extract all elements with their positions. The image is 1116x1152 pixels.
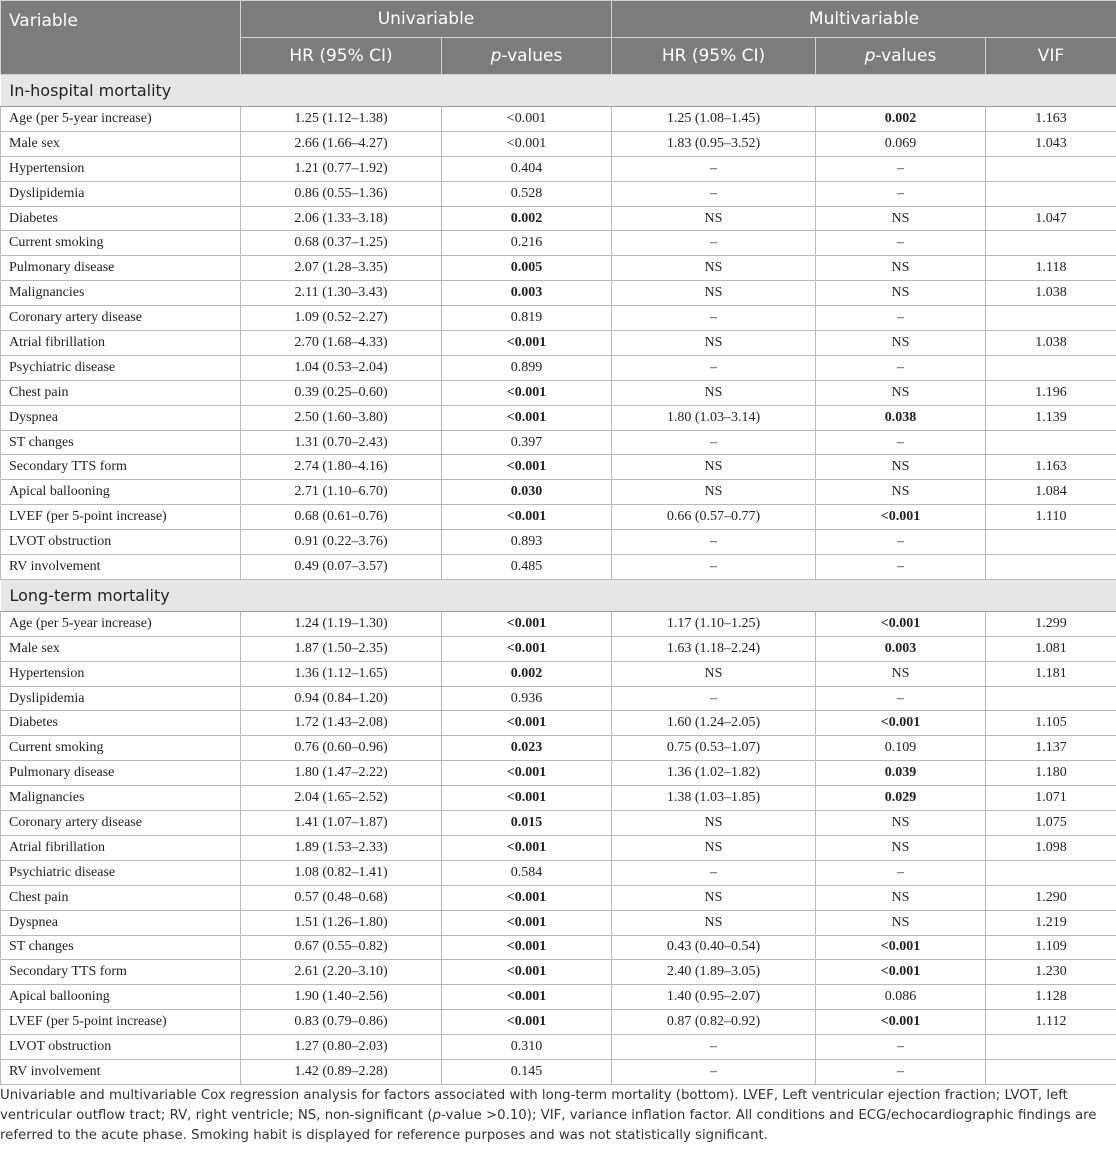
cell-multivariable-hr: NS bbox=[612, 331, 816, 356]
cell-multivariable-p: <0.001 bbox=[816, 711, 986, 736]
cell-vif: 1.075 bbox=[986, 811, 1116, 836]
cell-multivariable-p: <0.001 bbox=[816, 935, 986, 960]
cell-multivariable-hr: 1.80 (1.03–3.14) bbox=[612, 405, 816, 430]
table-footnote bbox=[0, 1086, 1116, 1146]
cell-multivariable-p: NS bbox=[816, 331, 986, 356]
cell-multivariable-hr: NS bbox=[612, 910, 816, 935]
cell-variable: ST changes bbox=[1, 935, 241, 960]
cell-univariable-p: 0.485 bbox=[442, 555, 612, 580]
cell-variable: Hypertension bbox=[1, 156, 241, 181]
cell-multivariable-hr: 2.40 (1.89–3.05) bbox=[612, 960, 816, 985]
cell-univariable-p: <0.001 bbox=[442, 885, 612, 910]
cell-univariable-hr: 0.94 (0.84–1.20) bbox=[241, 686, 442, 711]
cell-univariable-hr: 2.50 (1.60–3.80) bbox=[241, 405, 442, 430]
cell-univariable-hr: 0.68 (0.37–1.25) bbox=[241, 231, 442, 256]
cell-multivariable-hr: 1.63 (1.18–2.24) bbox=[612, 636, 816, 661]
cell-variable: Chest pain bbox=[1, 885, 241, 910]
cell-multivariable-p: 0.002 bbox=[816, 107, 986, 132]
cell-multivariable-hr: – bbox=[612, 1059, 816, 1084]
p-suffix: -values bbox=[501, 46, 563, 66]
cell-variable: RV involvement bbox=[1, 555, 241, 580]
cell-multivariable-p: – bbox=[816, 156, 986, 181]
cell-vif: 1.299 bbox=[986, 611, 1116, 636]
cell-variable: Apical ballooning bbox=[1, 480, 241, 505]
table-row bbox=[1, 636, 1116, 661]
cell-multivariable-hr: 1.83 (0.95–3.52) bbox=[612, 131, 816, 156]
cell-variable: Age (per 5-year increase) bbox=[1, 611, 241, 636]
header-univariable-p bbox=[442, 38, 612, 75]
table-row bbox=[1, 736, 1116, 761]
cell-variable: RV involvement bbox=[1, 1059, 241, 1084]
cell-univariable-hr: 1.41 (1.07–1.87) bbox=[241, 811, 442, 836]
cell-multivariable-p: – bbox=[816, 530, 986, 555]
table-row bbox=[1, 811, 1116, 836]
cell-univariable-p: <0.001 bbox=[442, 131, 612, 156]
cell-univariable-p: 0.899 bbox=[442, 355, 612, 380]
cell-univariable-p: <0.001 bbox=[442, 107, 612, 132]
cell-vif bbox=[986, 181, 1116, 206]
cell-univariable-p: 0.216 bbox=[442, 231, 612, 256]
cell-univariable-hr: 1.09 (0.52–2.27) bbox=[241, 306, 442, 331]
cell-variable: Apical ballooning bbox=[1, 985, 241, 1010]
cell-multivariable-p: – bbox=[816, 1059, 986, 1084]
cell-variable: Secondary TTS form bbox=[1, 455, 241, 480]
cell-vif bbox=[986, 430, 1116, 455]
cell-univariable-hr: 2.71 (1.10–6.70) bbox=[241, 480, 442, 505]
cell-vif bbox=[986, 231, 1116, 256]
cell-multivariable-hr: – bbox=[612, 686, 816, 711]
cell-variable: Pulmonary disease bbox=[1, 761, 241, 786]
cell-multivariable-hr: NS bbox=[612, 661, 816, 686]
section-header bbox=[1, 75, 1116, 107]
cell-univariable-p: 0.030 bbox=[442, 480, 612, 505]
cell-variable: Atrial fibrillation bbox=[1, 331, 241, 356]
cell-univariable-hr: 1.87 (1.50–2.35) bbox=[241, 636, 442, 661]
cell-multivariable-p: <0.001 bbox=[816, 611, 986, 636]
table-row bbox=[1, 405, 1116, 430]
cell-univariable-hr: 0.57 (0.48–0.68) bbox=[241, 885, 442, 910]
cell-multivariable-hr: – bbox=[612, 231, 816, 256]
cell-univariable-p: <0.001 bbox=[442, 786, 612, 811]
cell-multivariable-hr: – bbox=[612, 530, 816, 555]
table-row bbox=[1, 860, 1116, 885]
cell-univariable-hr: 1.25 (1.12–1.38) bbox=[241, 107, 442, 132]
cell-univariable-p: <0.001 bbox=[442, 1010, 612, 1035]
cell-univariable-hr: 1.04 (0.53–2.04) bbox=[241, 355, 442, 380]
cell-vif: 1.118 bbox=[986, 256, 1116, 281]
cell-multivariable-hr: 1.17 (1.10–1.25) bbox=[612, 611, 816, 636]
cell-vif: 1.071 bbox=[986, 786, 1116, 811]
cell-multivariable-hr: – bbox=[612, 860, 816, 885]
cell-multivariable-p: – bbox=[816, 181, 986, 206]
cell-multivariable-p: 0.029 bbox=[816, 786, 986, 811]
cell-univariable-p: 0.528 bbox=[442, 181, 612, 206]
cell-univariable-p: 0.397 bbox=[442, 430, 612, 455]
cell-univariable-hr: 2.11 (1.30–3.43) bbox=[241, 281, 442, 306]
cell-univariable-hr: 1.21 (0.77–1.92) bbox=[241, 156, 442, 181]
cell-univariable-hr: 1.36 (1.12–1.65) bbox=[241, 661, 442, 686]
table-row bbox=[1, 1010, 1116, 1035]
cell-vif bbox=[986, 156, 1116, 181]
cell-univariable-p: 0.584 bbox=[442, 860, 612, 885]
cell-univariable-hr: 1.27 (0.80–2.03) bbox=[241, 1035, 442, 1060]
cell-variable: Male sex bbox=[1, 636, 241, 661]
p-italic: p bbox=[864, 46, 876, 66]
table-row bbox=[1, 380, 1116, 405]
cell-multivariable-p: <0.001 bbox=[816, 960, 986, 985]
table-row bbox=[1, 256, 1116, 281]
cell-vif: 1.110 bbox=[986, 505, 1116, 530]
cell-univariable-p: <0.001 bbox=[442, 611, 612, 636]
header-multivariable-p bbox=[816, 38, 986, 75]
cell-multivariable-hr: 0.66 (0.57–0.77) bbox=[612, 505, 816, 530]
cell-univariable-hr: 1.80 (1.47–2.22) bbox=[241, 761, 442, 786]
cell-variable: Age (per 5-year increase) bbox=[1, 107, 241, 132]
cell-multivariable-p: NS bbox=[816, 206, 986, 231]
table-row bbox=[1, 181, 1116, 206]
cell-univariable-p: 0.005 bbox=[442, 256, 612, 281]
cell-multivariable-p: 0.109 bbox=[816, 736, 986, 761]
cell-univariable-p: 0.819 bbox=[442, 306, 612, 331]
cell-vif: 1.038 bbox=[986, 331, 1116, 356]
cell-multivariable-hr: – bbox=[612, 306, 816, 331]
cell-univariable-hr: 2.04 (1.65–2.52) bbox=[241, 786, 442, 811]
cell-univariable-hr: 0.83 (0.79–0.86) bbox=[241, 1010, 442, 1035]
table-row bbox=[1, 611, 1116, 636]
header-vif: VIF bbox=[986, 38, 1116, 75]
cell-vif: 1.137 bbox=[986, 736, 1116, 761]
cell-multivariable-p: NS bbox=[816, 910, 986, 935]
cell-univariable-p: 0.145 bbox=[442, 1059, 612, 1084]
cell-vif: 1.196 bbox=[986, 380, 1116, 405]
cell-univariable-hr: 1.42 (0.89–2.28) bbox=[241, 1059, 442, 1084]
cell-multivariable-hr: – bbox=[612, 355, 816, 380]
cell-multivariable-hr: – bbox=[612, 555, 816, 580]
cell-variable: Psychiatric disease bbox=[1, 860, 241, 885]
cell-vif: 1.038 bbox=[986, 281, 1116, 306]
cell-vif: 1.043 bbox=[986, 131, 1116, 156]
table-row bbox=[1, 985, 1116, 1010]
cell-vif: 1.098 bbox=[986, 835, 1116, 860]
cell-multivariable-hr: 1.40 (0.95–2.07) bbox=[612, 985, 816, 1010]
cell-multivariable-hr: – bbox=[612, 1035, 816, 1060]
table-row bbox=[1, 761, 1116, 786]
cell-univariable-p: <0.001 bbox=[442, 636, 612, 661]
cell-multivariable-p: 0.038 bbox=[816, 405, 986, 430]
table-row bbox=[1, 530, 1116, 555]
cell-multivariable-hr: 0.87 (0.82–0.92) bbox=[612, 1010, 816, 1035]
cell-multivariable-hr: – bbox=[612, 156, 816, 181]
cell-variable: Dyslipidemia bbox=[1, 181, 241, 206]
cell-variable: LVOT obstruction bbox=[1, 1035, 241, 1060]
cell-multivariable-p: <0.001 bbox=[816, 1010, 986, 1035]
cell-multivariable-p: NS bbox=[816, 256, 986, 281]
cell-univariable-p: <0.001 bbox=[442, 455, 612, 480]
cell-univariable-hr: 1.72 (1.43–2.08) bbox=[241, 711, 442, 736]
table-row bbox=[1, 960, 1116, 985]
cell-vif bbox=[986, 860, 1116, 885]
table-row bbox=[1, 711, 1116, 736]
table-header bbox=[1, 1, 1116, 75]
cell-multivariable-hr: NS bbox=[612, 835, 816, 860]
cell-variable: LVEF (per 5-point increase) bbox=[1, 1010, 241, 1035]
cell-univariable-hr: 2.06 (1.33–3.18) bbox=[241, 206, 442, 231]
cell-multivariable-p: 0.039 bbox=[816, 761, 986, 786]
cell-univariable-p: <0.001 bbox=[442, 985, 612, 1010]
footnote-text-1: Univariable and multivariable Cox regression analysis for factors associated with long-term mortality (bottom). LVEF, Left ventricular ejection fraction; LVOT, left ventricular outflow tract; RV, right ventricle; NS, non-significant ( bbox=[0, 1088, 1068, 1123]
table-row bbox=[1, 107, 1116, 132]
cell-univariable-p: 0.310 bbox=[442, 1035, 612, 1060]
cell-multivariable-p: NS bbox=[816, 811, 986, 836]
table-row bbox=[1, 1059, 1116, 1084]
cell-multivariable-p: NS bbox=[816, 281, 986, 306]
cell-variable: LVEF (per 5-point increase) bbox=[1, 505, 241, 530]
cell-multivariable-hr: 1.25 (1.08–1.45) bbox=[612, 107, 816, 132]
table-row bbox=[1, 306, 1116, 331]
cell-univariable-hr: 0.91 (0.22–3.76) bbox=[241, 530, 442, 555]
cell-multivariable-p: NS bbox=[816, 455, 986, 480]
cell-multivariable-p: 0.086 bbox=[816, 985, 986, 1010]
cell-vif: 1.181 bbox=[986, 661, 1116, 686]
cell-variable: ST changes bbox=[1, 430, 241, 455]
cell-univariable-p: 0.002 bbox=[442, 206, 612, 231]
cell-variable: Male sex bbox=[1, 131, 241, 156]
cell-univariable-p: <0.001 bbox=[442, 711, 612, 736]
table-row bbox=[1, 885, 1116, 910]
table-row bbox=[1, 505, 1116, 530]
cell-univariable-p: <0.001 bbox=[442, 761, 612, 786]
footnote-p-italic: p bbox=[432, 1108, 442, 1123]
cell-vif bbox=[986, 555, 1116, 580]
table-row bbox=[1, 935, 1116, 960]
cell-variable: Malignancies bbox=[1, 281, 241, 306]
cell-multivariable-hr: 0.43 (0.40–0.54) bbox=[612, 935, 816, 960]
cell-univariable-hr: 2.07 (1.28–3.35) bbox=[241, 256, 442, 281]
cell-vif: 1.180 bbox=[986, 761, 1116, 786]
cell-univariable-p: <0.001 bbox=[442, 331, 612, 356]
cell-univariable-p: 0.023 bbox=[442, 736, 612, 761]
table-row bbox=[1, 786, 1116, 811]
cell-multivariable-hr: – bbox=[612, 430, 816, 455]
cell-multivariable-hr: NS bbox=[612, 256, 816, 281]
cell-variable: Coronary artery disease bbox=[1, 811, 241, 836]
cell-vif bbox=[986, 355, 1116, 380]
cell-multivariable-p: 0.003 bbox=[816, 636, 986, 661]
cell-multivariable-hr: NS bbox=[612, 811, 816, 836]
cell-vif: 1.109 bbox=[986, 935, 1116, 960]
table-row bbox=[1, 281, 1116, 306]
cell-vif: 1.219 bbox=[986, 910, 1116, 935]
cell-univariable-p: 0.404 bbox=[442, 156, 612, 181]
table-row bbox=[1, 331, 1116, 356]
cell-multivariable-p: NS bbox=[816, 380, 986, 405]
cell-vif bbox=[986, 530, 1116, 555]
cell-variable: Current smoking bbox=[1, 736, 241, 761]
cell-variable: Psychiatric disease bbox=[1, 355, 241, 380]
cell-univariable-p: <0.001 bbox=[442, 835, 612, 860]
section-title: In-hospital mortality bbox=[1, 75, 1116, 107]
cell-multivariable-hr: 0.75 (0.53–1.07) bbox=[612, 736, 816, 761]
cell-vif: 1.047 bbox=[986, 206, 1116, 231]
cell-vif: 1.081 bbox=[986, 636, 1116, 661]
header-univariable-hr: HR (95% CI) bbox=[241, 38, 442, 75]
section-title: Long-term mortality bbox=[1, 579, 1116, 611]
cell-vif: 1.230 bbox=[986, 960, 1116, 985]
cell-variable: Diabetes bbox=[1, 711, 241, 736]
cell-univariable-hr: 2.70 (1.68–4.33) bbox=[241, 331, 442, 356]
cell-univariable-p: 0.015 bbox=[442, 811, 612, 836]
cell-univariable-p: 0.003 bbox=[442, 281, 612, 306]
cell-variable: Dyspnea bbox=[1, 405, 241, 430]
cell-multivariable-hr: – bbox=[612, 181, 816, 206]
cell-univariable-hr: 1.31 (0.70–2.43) bbox=[241, 430, 442, 455]
cell-univariable-hr: 0.67 (0.55–0.82) bbox=[241, 935, 442, 960]
table-row bbox=[1, 131, 1116, 156]
cell-variable: Dyslipidemia bbox=[1, 686, 241, 711]
cell-univariable-hr: 0.68 (0.61–0.76) bbox=[241, 505, 442, 530]
cell-multivariable-p: – bbox=[816, 355, 986, 380]
cell-vif: 1.163 bbox=[986, 107, 1116, 132]
cell-vif: 1.105 bbox=[986, 711, 1116, 736]
cell-variable: Secondary TTS form bbox=[1, 960, 241, 985]
cell-multivariable-p: – bbox=[816, 1035, 986, 1060]
table-row bbox=[1, 1035, 1116, 1060]
cell-univariable-p: 0.002 bbox=[442, 661, 612, 686]
table-body bbox=[1, 75, 1116, 1085]
table-row bbox=[1, 455, 1116, 480]
cell-multivariable-p: – bbox=[816, 306, 986, 331]
cell-univariable-p: <0.001 bbox=[442, 380, 612, 405]
cell-univariable-p: <0.001 bbox=[442, 405, 612, 430]
cell-variable: Diabetes bbox=[1, 206, 241, 231]
cell-univariable-hr: 0.49 (0.07–3.57) bbox=[241, 555, 442, 580]
cell-univariable-p: <0.001 bbox=[442, 505, 612, 530]
cell-univariable-p: 0.893 bbox=[442, 530, 612, 555]
cell-vif: 1.084 bbox=[986, 480, 1116, 505]
cell-variable: Atrial fibrillation bbox=[1, 835, 241, 860]
table-row bbox=[1, 206, 1116, 231]
table-row bbox=[1, 555, 1116, 580]
cell-variable: Pulmonary disease bbox=[1, 256, 241, 281]
cell-univariable-hr: 2.66 (1.66–4.27) bbox=[241, 131, 442, 156]
cell-multivariable-hr: 1.60 (1.24–2.05) bbox=[612, 711, 816, 736]
cell-multivariable-p: – bbox=[816, 860, 986, 885]
cell-univariable-hr: 0.86 (0.55–1.36) bbox=[241, 181, 442, 206]
cell-variable: Coronary artery disease bbox=[1, 306, 241, 331]
cell-multivariable-hr: NS bbox=[612, 480, 816, 505]
cell-univariable-p: 0.936 bbox=[442, 686, 612, 711]
p-italic: p bbox=[490, 46, 502, 66]
cell-multivariable-p: – bbox=[816, 430, 986, 455]
cell-multivariable-p: NS bbox=[816, 885, 986, 910]
cell-multivariable-p: NS bbox=[816, 835, 986, 860]
cell-multivariable-hr: 1.36 (1.02–1.82) bbox=[612, 761, 816, 786]
table-row bbox=[1, 661, 1116, 686]
cell-multivariable-p: NS bbox=[816, 480, 986, 505]
cell-multivariable-p: – bbox=[816, 555, 986, 580]
table-row bbox=[1, 231, 1116, 256]
cell-vif bbox=[986, 686, 1116, 711]
footnote-text-2: -value >0.10); VIF, variance inflation factor. All conditions and ECG/echocardiographic findings are referred to the acute phase. Smoking habit is displayed for reference purposes and was not statistically significant. bbox=[0, 1108, 1097, 1143]
cell-univariable-hr: 2.74 (1.80–4.16) bbox=[241, 455, 442, 480]
table-row bbox=[1, 835, 1116, 860]
cell-multivariable-p: – bbox=[816, 231, 986, 256]
cell-univariable-hr: 0.76 (0.60–0.96) bbox=[241, 736, 442, 761]
cell-vif bbox=[986, 306, 1116, 331]
cell-vif bbox=[986, 1035, 1116, 1060]
cell-multivariable-p: 0.069 bbox=[816, 131, 986, 156]
table-row bbox=[1, 156, 1116, 181]
cell-variable: Malignancies bbox=[1, 786, 241, 811]
cell-vif: 1.290 bbox=[986, 885, 1116, 910]
cell-univariable-p: <0.001 bbox=[442, 935, 612, 960]
cell-variable: Dyspnea bbox=[1, 910, 241, 935]
cell-vif: 1.139 bbox=[986, 405, 1116, 430]
cell-vif bbox=[986, 1059, 1116, 1084]
cell-vif: 1.128 bbox=[986, 985, 1116, 1010]
cell-multivariable-hr: NS bbox=[612, 885, 816, 910]
cell-multivariable-hr: NS bbox=[612, 455, 816, 480]
section-header bbox=[1, 579, 1116, 611]
cell-multivariable-hr: NS bbox=[612, 206, 816, 231]
cell-vif: 1.112 bbox=[986, 1010, 1116, 1035]
cell-univariable-hr: 1.08 (0.82–1.41) bbox=[241, 860, 442, 885]
cell-univariable-hr: 1.24 (1.19–1.30) bbox=[241, 611, 442, 636]
header-multivariable-hr: HR (95% CI) bbox=[612, 38, 816, 75]
cell-variable: Current smoking bbox=[1, 231, 241, 256]
cell-multivariable-p: – bbox=[816, 686, 986, 711]
table-row bbox=[1, 480, 1116, 505]
header-variable: Variable bbox=[1, 1, 241, 75]
cell-variable: Chest pain bbox=[1, 380, 241, 405]
table-row bbox=[1, 430, 1116, 455]
cell-multivariable-hr: 1.38 (1.03–1.85) bbox=[612, 786, 816, 811]
cell-univariable-p: <0.001 bbox=[442, 960, 612, 985]
cell-multivariable-p: <0.001 bbox=[816, 505, 986, 530]
cell-univariable-hr: 1.89 (1.53–2.33) bbox=[241, 835, 442, 860]
table-row bbox=[1, 910, 1116, 935]
table-row bbox=[1, 355, 1116, 380]
cell-multivariable-p: NS bbox=[816, 661, 986, 686]
cell-univariable-hr: 1.90 (1.40–2.56) bbox=[241, 985, 442, 1010]
cell-univariable-p: <0.001 bbox=[442, 910, 612, 935]
cell-multivariable-hr: NS bbox=[612, 380, 816, 405]
header-univariable: Univariable bbox=[241, 1, 612, 38]
cell-vif: 1.163 bbox=[986, 455, 1116, 480]
cell-multivariable-hr: NS bbox=[612, 281, 816, 306]
cell-univariable-hr: 1.51 (1.26–1.80) bbox=[241, 910, 442, 935]
cell-univariable-hr: 2.61 (2.20–3.10) bbox=[241, 960, 442, 985]
p-suffix: -values bbox=[875, 46, 937, 66]
header-multivariable: Multivariable bbox=[612, 1, 1116, 38]
cell-univariable-hr: 0.39 (0.25–0.60) bbox=[241, 380, 442, 405]
table-row bbox=[1, 686, 1116, 711]
cell-variable: Hypertension bbox=[1, 661, 241, 686]
cell-variable: LVOT obstruction bbox=[1, 530, 241, 555]
